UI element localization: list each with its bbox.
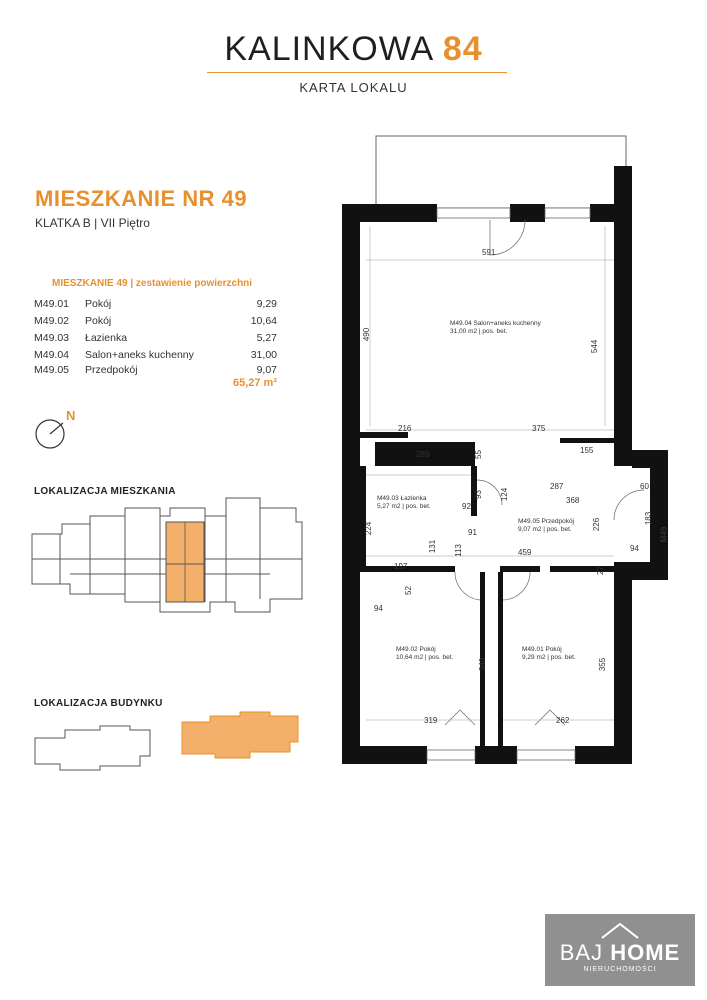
- room-name: Pokój: [85, 298, 112, 310]
- project-title: [0, 30, 707, 69]
- dimension-label: 197: [394, 562, 408, 571]
- dimension-label: 349: [478, 657, 488, 672]
- room-label-line: 5,27 m2 | pos. bet.: [377, 503, 431, 510]
- brand-name-right: HOME: [610, 940, 681, 965]
- north-label: N: [66, 408, 76, 423]
- dimension-label: 55: [473, 450, 483, 459]
- dimension-label: 544: [590, 339, 600, 354]
- room-name: Salon+aneks kuchenny: [85, 349, 194, 361]
- area-row: [34, 315, 277, 333]
- room-area: 9,29: [256, 298, 277, 310]
- project-number: 84: [442, 30, 483, 68]
- dimension-label: 60: [640, 482, 649, 491]
- room-label-line: M49.01 Pokój: [522, 646, 562, 653]
- brand-watermark: [545, 914, 695, 986]
- room-area: 31,00: [250, 349, 277, 361]
- dimension-label: 262: [556, 716, 570, 725]
- dimension-label: 216: [398, 424, 412, 433]
- room-area: 10,64: [250, 315, 277, 327]
- dimension-label: 93: [473, 490, 483, 499]
- area-row: [34, 298, 277, 316]
- room-code: M49.02: [34, 315, 70, 327]
- dimension-label: 459: [518, 548, 532, 557]
- room-name: Pokój: [85, 315, 112, 327]
- dimension-label: 591: [482, 248, 496, 257]
- dimension-label: 355: [598, 657, 608, 672]
- dimension-label: 124: [500, 487, 510, 502]
- room-label: [522, 646, 576, 662]
- apartment-location-heading: LOKALIZACJA MIESZKANIA: [34, 486, 176, 497]
- floor-plan: [330, 130, 680, 770]
- room-label-line: M49.02 Pokój: [396, 646, 436, 653]
- brand-name: [545, 940, 695, 966]
- room-label-line: 10,64 m2 | pos. bet.: [396, 654, 454, 661]
- house-logo-icon: [600, 920, 640, 940]
- dimension-label: 155: [580, 446, 594, 455]
- compass-icon: [32, 416, 68, 452]
- room-label: [377, 495, 431, 511]
- floor-location-map: [30, 494, 310, 614]
- document-subtitle: KARTA LOKALU: [299, 80, 408, 95]
- room-code: M49.04: [34, 349, 70, 361]
- dimension-label: 183: [644, 511, 654, 526]
- room-label: [518, 518, 574, 534]
- dimension-label: 375: [532, 424, 546, 433]
- balcony-outline: [376, 136, 626, 208]
- apartment-location: KLATKA B | VII Piętro: [35, 216, 150, 230]
- unit-tag: M49: [659, 526, 669, 543]
- dimension-label: 287: [550, 482, 564, 491]
- dimension-label: 131: [428, 539, 438, 554]
- room-code: M49.05: [34, 364, 70, 376]
- dimension-label: 224: [364, 521, 374, 536]
- room-name: Przedpokój: [85, 364, 138, 376]
- project-name: KALINKOWA: [224, 30, 433, 68]
- room-label-line: M49.05 Przedpokój: [518, 518, 575, 525]
- dimension-label: 52: [403, 586, 413, 595]
- room-area: 5,27: [256, 332, 277, 344]
- dimension-label: 368: [566, 496, 580, 505]
- room-label-line: M49.04 Salon+aneks kuchenny: [450, 320, 541, 327]
- room-label: [450, 320, 541, 336]
- dimension-label: 319: [424, 716, 438, 725]
- dimension-label: 490: [362, 327, 372, 342]
- walls: [342, 166, 668, 764]
- room-code: M49.01: [34, 298, 70, 310]
- title-divider: [207, 72, 507, 73]
- dimension-label: 92: [462, 502, 471, 511]
- area-table-title: MIESZKANIE 49 | zestawienie powierzchni: [52, 278, 253, 289]
- dimension-label: 27: [595, 566, 605, 575]
- brand-tagline: NIERUCHOMOŚCI: [583, 966, 657, 973]
- building-location-heading: LOKALIZACJA BUDYNKU: [34, 698, 163, 709]
- dimension-label: 91: [468, 528, 477, 537]
- area-row: [34, 332, 277, 350]
- dimension-label: 113: [453, 544, 463, 557]
- room-label-line: M49.03 Łazienka: [377, 495, 427, 502]
- room-label-line: 9,07 m2 | pos. bet.: [518, 526, 572, 533]
- apartment-title: MIESZKANIE NR 49: [35, 186, 248, 211]
- brand-name-left: BAJ: [559, 940, 604, 965]
- room-code: M49.03: [34, 332, 70, 344]
- total-area: 65,27 m²: [232, 377, 277, 389]
- dimension-label: 94: [630, 544, 639, 553]
- dimension-label: 94: [374, 604, 383, 613]
- room-label: [396, 646, 453, 662]
- dimension-label: 289: [416, 450, 430, 459]
- room-label-line: 9,29 m2 | pos. bet.: [522, 654, 576, 661]
- room-name: Łazienka: [85, 332, 128, 344]
- room-area: 9,07: [256, 364, 277, 376]
- dimension-label: 226: [592, 517, 602, 532]
- building-location-map: [30, 708, 310, 778]
- room-label-line: 31,00 m2 | pos. bet.: [450, 328, 508, 335]
